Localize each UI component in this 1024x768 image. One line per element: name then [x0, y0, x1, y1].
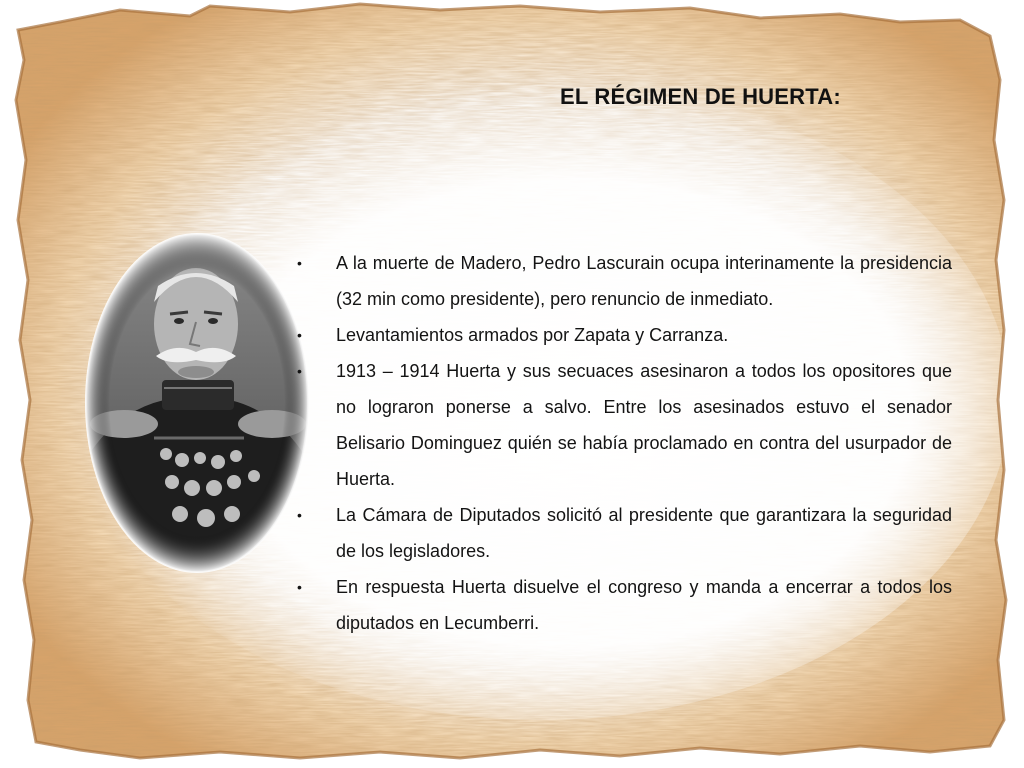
portrait-image: [84, 232, 310, 574]
bullet-text: En respuesta Huerta disuelve el congreso y manda a encerrar a todos los diputados en Lecumberri.: [336, 577, 952, 633]
list-item: [292, 317, 952, 353]
bullet-dot: •: [297, 507, 302, 523]
list-item: [292, 497, 952, 569]
bullet-list: [292, 245, 952, 641]
slide-title: EL RÉGIMEN DE HUERTA:: [560, 84, 841, 109]
bullet-dot: •: [297, 579, 302, 595]
bullet-dot: •: [297, 255, 302, 271]
bullet-dot: •: [297, 327, 302, 343]
list-item: [292, 353, 952, 497]
bullet-text: La Cámara de Diputados solicitó al presidente que garantizara la seguridad de los legisladores.: [336, 505, 952, 561]
list-item: [292, 569, 952, 641]
bullet-text: 1913 – 1914 Huerta y sus secuaces asesinaron a todos los opositores que no lograron ponerse a salvo. Entre los asesinados estuvo el senador Belisario Dominguez quién se había proclamado en contra del usurpador de Huerta.: [336, 361, 952, 489]
bullet-text: Levantamientos armados por Zapata y Carranza.: [336, 325, 729, 345]
list-item: [292, 245, 952, 317]
bullet-text: A la muerte de Madero, Pedro Lascurain ocupa interinamente la presidencia (32 min como presidente), pero renuncio de inmediato.: [336, 253, 952, 309]
bullet-dot: •: [297, 363, 302, 379]
